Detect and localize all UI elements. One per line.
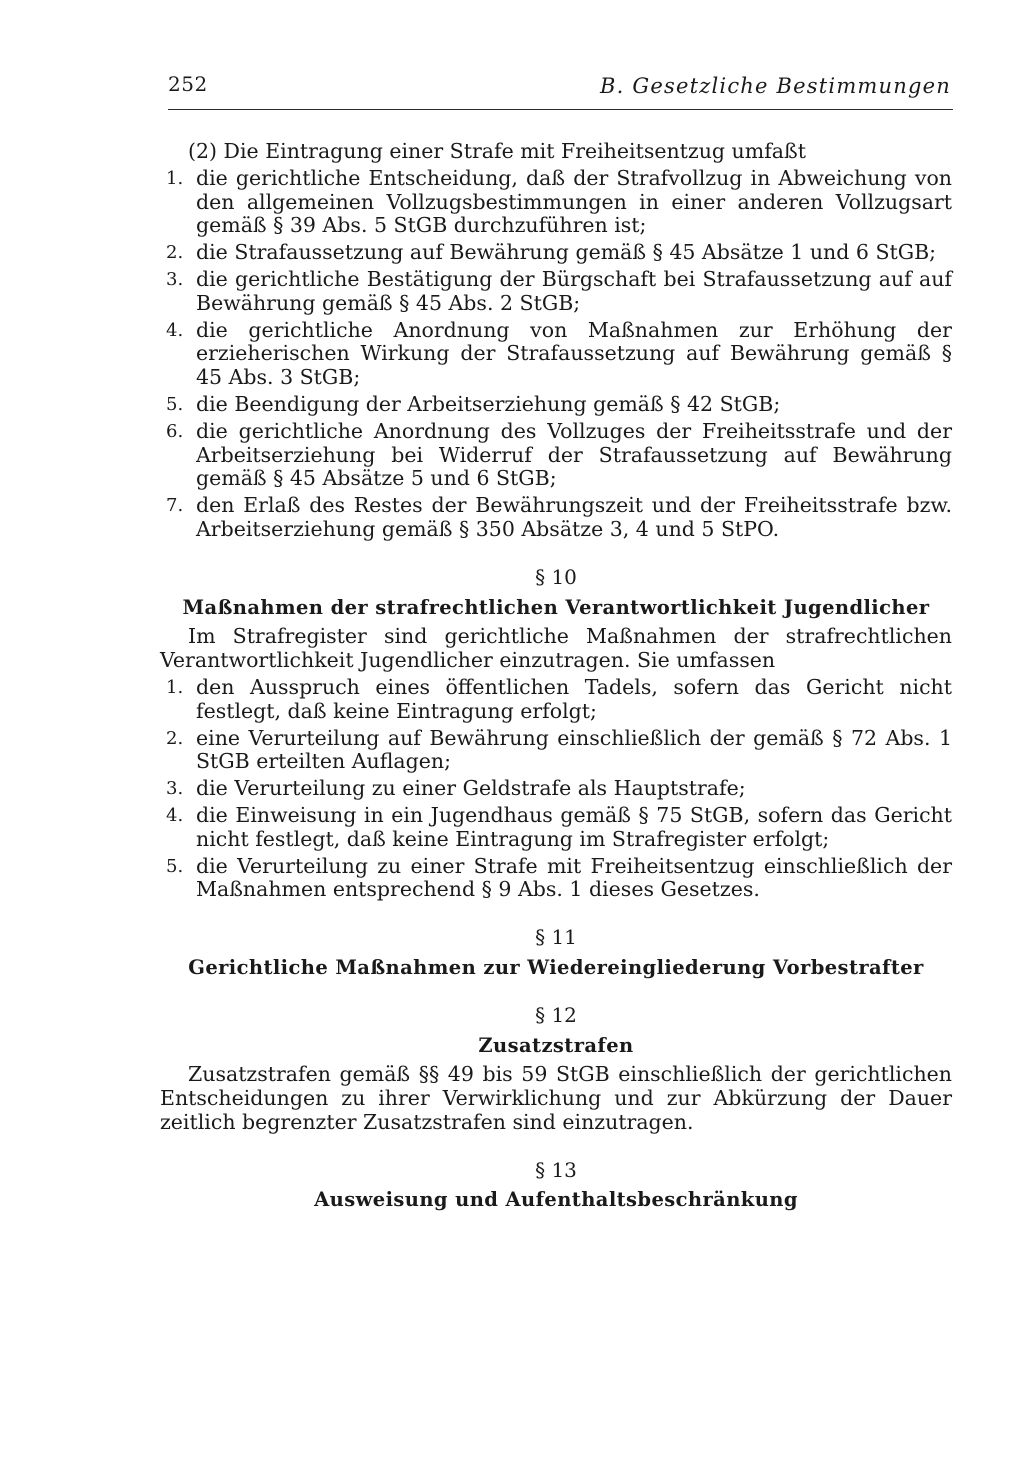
section-heading: Zusatzstrafen [478, 1033, 634, 1057]
running-head: B. Gesetzliche Bestimmungen [600, 74, 951, 98]
list-number: 1. [166, 676, 184, 698]
section-number: § 12 [535, 1002, 577, 1027]
list-number: 1. [166, 167, 184, 189]
list-item [160, 268, 952, 316]
section-number: § 10 [535, 564, 577, 589]
section-number: § 11 [535, 925, 577, 950]
page-number: 252 [168, 72, 208, 96]
list-text: den Erlaß des Restes der Bewährungszeit und der Freiheitsstrafe bzw. Arbeitserziehung gemäß § 350 Absätze 3, 4 und 5 StPO. [196, 493, 952, 541]
section9-para2-intro: (2) Die Eintragung einer Strafe mit Freiheitsentzug umfaßt [188, 139, 806, 163]
list-text: die gerichtliche Bestätigung der Bürgschaft bei Strafaussetzung auf auf Bewährung gemäß § 45 Abs. 2 StGB; [196, 266, 952, 315]
list-number: 2. [166, 727, 184, 749]
list-number: 4. [166, 319, 184, 341]
section-heading: Ausweisung und Aufenthaltsbeschränkung [314, 1188, 798, 1212]
list-text: die Beendigung der Arbeitserziehung gemäß § 42 StGB; [196, 391, 781, 416]
header-rule [168, 109, 953, 110]
list-item [160, 319, 952, 390]
list-text: die gerichtliche Anordnung von Maßnahmen zur Erhöhung der erzieherischen Wirkung der Strafaussetzung auf Bewährung gemäß § 45 Abs. 3 StGB; [196, 317, 952, 390]
list-number: 3. [166, 268, 184, 290]
list-text: eine Verurteilung auf Bewährung einschließlich der gemäß § 72 Abs. 1 StGB erteilten Auflagen; [196, 725, 952, 774]
list-text: die gerichtliche Entscheidung, daß der Strafvollzug in Abweichung von den allgemeinen Vollzugsbestimmungen in einer anderen Vollzugsart gemäß § 39 Abs. 5 StGB durchzuführen ist; [196, 165, 952, 238]
list-text: die gerichtliche Anordnung des Vollzuges der Freiheitsstrafe und der Arbeitserziehung bei Widerruf der Strafaussetzung auf Bewährung gemäß § 45 Absätze 5 und 6 StGB; [196, 418, 952, 491]
list-item [160, 855, 952, 903]
section-heading: Maßnahmen der strafrechtlichen Verantwortlichkeit Jugendlicher [182, 595, 930, 619]
list-item [160, 393, 952, 417]
list-item [160, 167, 952, 238]
section10-intro: Im Strafregister sind gerichtliche Maßnahmen der strafrechtlichen Verantwortlichkeit Jugendlicher einzutragen. Sie umfassen [160, 624, 952, 673]
list-item [160, 676, 952, 724]
list-number: 2. [166, 242, 184, 264]
section-number: § 13 [535, 1157, 577, 1182]
list-text: den Ausspruch eines öffentlichen Tadels, sofern das Gericht nicht festlegt, daß keine Eintragung erfolgt; [196, 674, 952, 723]
list-text: die Strafaussetzung auf Bewährung gemäß § 45 Absätze 1 und 6 StGB; [196, 240, 937, 265]
page-header [168, 72, 953, 106]
list-text: die Einweisung in ein Jugendhaus gemäß § 75 StGB, sofern das Gericht nicht festlegt, daß keine Eintragung im Strafregister erfolgt; [196, 802, 952, 851]
section-heading: Gerichtliche Maßnahmen zur Wiedereingliederung Vorbestrafter [188, 955, 924, 979]
list-number: 7. [166, 495, 184, 517]
list-item [160, 241, 952, 265]
section12-text: Zusatzstrafen gemäß §§ 49 bis 59 StGB einschließlich der gerichtlichen Entscheidungen zu ihrer Verwirklichung und zur Abkürzung der Dauer zeitlich begrenzter Zusatzstrafen sind einzutragen. [160, 1062, 952, 1134]
list-text: die Verurteilung zu einer Strafe mit Freiheitsentzug einschließlich der Maßnahmen entsprechend § 9 Abs. 1 dieses Gesetzes. [196, 853, 952, 902]
list-item [160, 420, 952, 491]
list-item [160, 777, 952, 801]
page-body [160, 140, 952, 1218]
list-number: 5. [166, 393, 184, 415]
section10-list [160, 676, 952, 902]
section9-para2-list [160, 167, 952, 542]
list-item [160, 804, 952, 852]
list-number: 5. [166, 855, 184, 877]
list-number: 4. [166, 804, 184, 826]
list-item [160, 494, 952, 542]
list-item [160, 727, 952, 775]
list-number: 6. [166, 420, 184, 442]
list-number: 3. [166, 778, 184, 800]
list-text: die Verurteilung zu einer Geldstrafe als Hauptstrafe; [196, 776, 746, 801]
